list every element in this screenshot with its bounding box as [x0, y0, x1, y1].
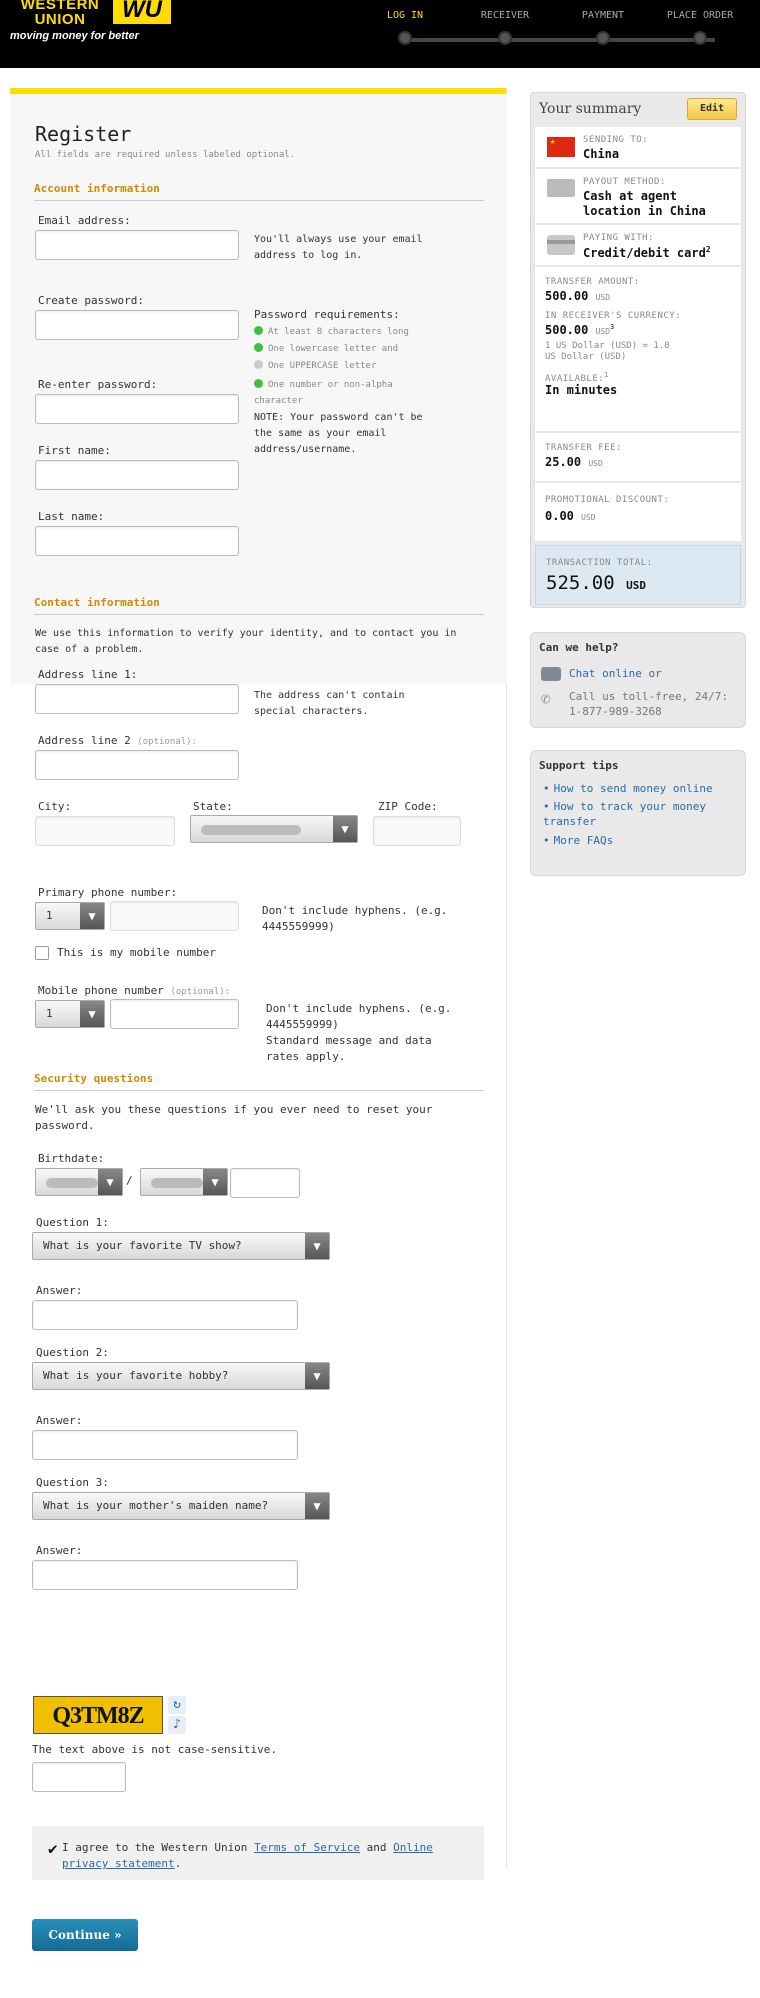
privacy-link[interactable]: Online privacy statement	[62, 1841, 433, 1870]
step-place-order: PLACE ORDER	[655, 10, 745, 45]
mobile-country-code-select[interactable]: 1 ▼	[35, 1000, 105, 1028]
captcha-field[interactable]	[32, 1762, 126, 1792]
phone-number: 1-877-989-3268	[569, 705, 662, 718]
chevron-down-icon: ▼	[333, 816, 357, 842]
requirement-lowercase: One lowercase letter and	[254, 343, 398, 354]
continue-button[interactable]: Continue »	[32, 1919, 138, 1951]
tagline: moving money for better	[10, 30, 139, 42]
primary-phone-field[interactable]	[110, 901, 239, 931]
promo-value: 0.00 USD	[545, 509, 596, 523]
state-select[interactable]	[190, 815, 358, 843]
mobile-phone-label: Mobile phone number (optional):	[38, 984, 231, 997]
primary-phone-label: Primary phone number:	[38, 886, 178, 899]
amounts-block: TRANSFER AMOUNT: 500.00 USD IN RECEIVER'S CURRENCY: 500.00 USD$^3$ 1 US Dollar (USD) = 1.0 US Dollar (USD) AVAILABLE:$^1$ In minutes	[535, 267, 741, 431]
chevron-down-icon: ▼	[305, 1493, 329, 1519]
logo-line-2: UNION	[34, 11, 86, 28]
summary-panel	[530, 92, 746, 608]
address2-field[interactable]	[35, 750, 239, 780]
question3-label: Question 3:	[36, 1476, 109, 1489]
tips-title: Support tips	[539, 759, 619, 772]
step-dot	[596, 31, 610, 45]
birthdate-label: Birthdate:	[38, 1152, 105, 1165]
primary-country-code-select[interactable]: 1 ▼	[35, 902, 105, 930]
address2-label: Address line 2 (optional):	[38, 734, 197, 747]
chevron-down-icon: ▼	[203, 1169, 227, 1195]
chat-icon	[541, 667, 561, 681]
phone-icon: ✆	[541, 689, 551, 708]
reenter-password-label: Re-enter password:	[38, 378, 158, 391]
credit-card-icon	[547, 235, 575, 255]
requirement-uppercase: One UPPERCASE letter	[254, 360, 376, 371]
total-block: TRANSACTION TOTAL: 525.00 USD	[535, 545, 741, 605]
receiver-amount: 500.00 USD$^3$	[545, 323, 615, 337]
logo-line-1: WESTERN	[20, 0, 100, 13]
divider	[34, 200, 484, 201]
agree-checkbox[interactable]: ✔	[48, 1839, 58, 1858]
transfer-amount: 500.00 USD	[545, 289, 611, 303]
check-icon	[254, 326, 263, 335]
chevron-down-icon: ▼	[80, 903, 104, 929]
answer2-field[interactable]	[32, 1430, 298, 1460]
check-icon	[254, 343, 263, 352]
step-dot	[398, 31, 412, 45]
address-hint: The address can't contain special characters.	[254, 690, 405, 717]
address1-field[interactable]	[35, 684, 239, 714]
contact-intro: We use this information to verify your identity, and to contact you in case of a problem.	[35, 628, 457, 655]
security-intro: We'll ask you these questions if you ever need to reset your password.	[35, 1103, 433, 1132]
birth-month-select[interactable]	[35, 1168, 123, 1196]
email-hint: You'll always use your email address to log in.	[254, 234, 423, 261]
birth-day-select[interactable]	[140, 1168, 228, 1196]
sending-to-value: China	[583, 147, 620, 161]
top-header	[0, 0, 760, 68]
last-name-field[interactable]	[35, 526, 239, 556]
payout-block: PAYOUT METHOD: Cash at agent location in China	[535, 169, 741, 223]
chevron-down-icon: ▼	[98, 1169, 122, 1195]
security-heading: Security questions	[34, 1072, 154, 1085]
total-value: 525.00 USD	[546, 572, 646, 594]
check-icon	[254, 379, 263, 388]
unchecked-icon	[254, 360, 263, 369]
answer2-label: Answer:	[36, 1414, 83, 1427]
sending-to-block: ★ SENDING TO: China	[535, 127, 741, 167]
email-field[interactable]	[35, 230, 239, 260]
state-value	[201, 825, 301, 835]
promo-block: PROMOTIONAL DISCOUNT: 0.00 USD	[535, 483, 741, 541]
chevron-down-icon: ▼	[305, 1363, 329, 1389]
mobile-phone-field[interactable]	[110, 999, 239, 1029]
cash-icon	[547, 179, 575, 197]
question1-select[interactable]: What is your favorite TV show? ▼	[32, 1232, 330, 1260]
terms-link[interactable]: Terms of Service	[254, 1841, 361, 1854]
step-dot	[693, 31, 707, 45]
step-login: LOG IN	[360, 10, 450, 45]
first-name-label: First name:	[38, 444, 111, 457]
zip-field[interactable]	[373, 816, 461, 846]
summary-title: Your summary	[539, 101, 642, 117]
register-panel	[10, 88, 507, 1942]
first-name-field[interactable]	[35, 460, 239, 490]
password-label: Create password:	[38, 294, 144, 307]
answer3-field[interactable]	[32, 1560, 298, 1590]
mobile-checkbox[interactable]	[35, 946, 49, 960]
answer1-label: Answer:	[36, 1284, 83, 1297]
agreement-text: I agree to the Western Union Terms of Service and Online privacy statement.	[62, 1841, 433, 1870]
captcha-image: Q3TM8Z	[33, 1696, 163, 1734]
page-title: Register	[35, 122, 132, 146]
last-name-label: Last name:	[38, 510, 105, 523]
password-field[interactable]	[35, 310, 239, 340]
divider	[34, 1090, 484, 1091]
mobile-rates-hint: Standard message and data rates apply.	[266, 1034, 432, 1063]
requirement-length: At least 8 characters long	[254, 326, 409, 337]
email-label: Email address:	[38, 214, 131, 227]
tip-link-track[interactable]: • How to track your money transfer	[543, 800, 706, 828]
captcha-hint: The text above is not case-sensitive.	[32, 1743, 278, 1756]
step-payment: PAYMENT	[558, 10, 648, 45]
contact-heading: Contact information	[34, 596, 160, 609]
password-requirements-title: Password requirements:	[254, 308, 400, 321]
reenter-password-field[interactable]	[35, 394, 239, 424]
paying-with-value: Credit/debit card$^2$	[583, 245, 711, 260]
audio-icon[interactable]: ♪	[168, 1716, 186, 1734]
step-receiver: RECEIVER	[460, 10, 550, 45]
step-dot	[498, 31, 512, 45]
logo-mark: WU	[113, 0, 171, 24]
zip-label: ZIP Code:	[378, 800, 438, 813]
available-value: In minutes	[545, 383, 618, 397]
page-subtitle: All fields are required unless labeled optional.	[35, 150, 296, 160]
password-note: NOTE: Your password can't be the same as your email address/username.	[254, 412, 423, 455]
city-label: City:	[38, 800, 72, 813]
tip-link-send[interactable]: • How to send money online	[543, 782, 713, 795]
birth-year-field[interactable]	[230, 1168, 300, 1198]
chevron-down-icon: ▼	[305, 1233, 329, 1259]
edit-button[interactable]: Edit	[687, 98, 737, 120]
answer3-label: Answer:	[36, 1544, 83, 1557]
requirement-number: One number or non-alpha character	[254, 380, 393, 406]
mobile-checkbox-label: This is my mobile number	[57, 946, 216, 959]
state-label: State:	[193, 800, 233, 813]
support-tips-panel	[530, 750, 746, 876]
fee-value: 25.00 USD	[545, 455, 603, 469]
fee-block: TRANSFER FEE: 25.00 USD	[535, 433, 741, 481]
paying-with-block: PAYING WITH: Credit/debit card$^2$	[535, 225, 741, 265]
question2-select[interactable]: What is your favorite hobby? ▼	[32, 1362, 330, 1390]
exchange-rate: 1 US Dollar (USD) = 1.0 US Dollar (USD)	[545, 341, 670, 362]
tip-link-faqs[interactable]: • More FAQs	[543, 834, 614, 847]
chat-online-link[interactable]: Chat online	[569, 667, 642, 680]
address1-label: Address line 1:	[38, 668, 138, 681]
mobile-phone-hint: Don't include hyphens. (e.g. 4445559999)	[266, 1002, 452, 1031]
city-field[interactable]	[35, 816, 175, 846]
account-heading: Account information	[34, 182, 160, 195]
china-flag-icon	[547, 137, 575, 157]
question2-label: Question 2:	[36, 1346, 109, 1359]
progress-steps	[386, 10, 740, 50]
question1-label: Question 1:	[36, 1216, 109, 1229]
chevron-down-icon: ▼	[80, 1001, 104, 1027]
question3-select[interactable]: What is your mother's maiden name? ▼	[32, 1492, 330, 1520]
date-separator: /	[126, 1174, 133, 1187]
payout-value: Cash at agent location in China	[583, 189, 706, 218]
divider	[34, 614, 484, 615]
answer1-field[interactable]	[32, 1300, 298, 1330]
refresh-icon[interactable]: ↻	[168, 1696, 186, 1714]
primary-phone-hint: Don't include hyphens. (e.g. 4445559999)	[262, 904, 448, 933]
help-panel: Can we help? Chat online or ✆ Call us toll-free, 24/7: 1-877-989-3268	[530, 632, 746, 728]
help-title: Can we help?	[539, 641, 619, 654]
